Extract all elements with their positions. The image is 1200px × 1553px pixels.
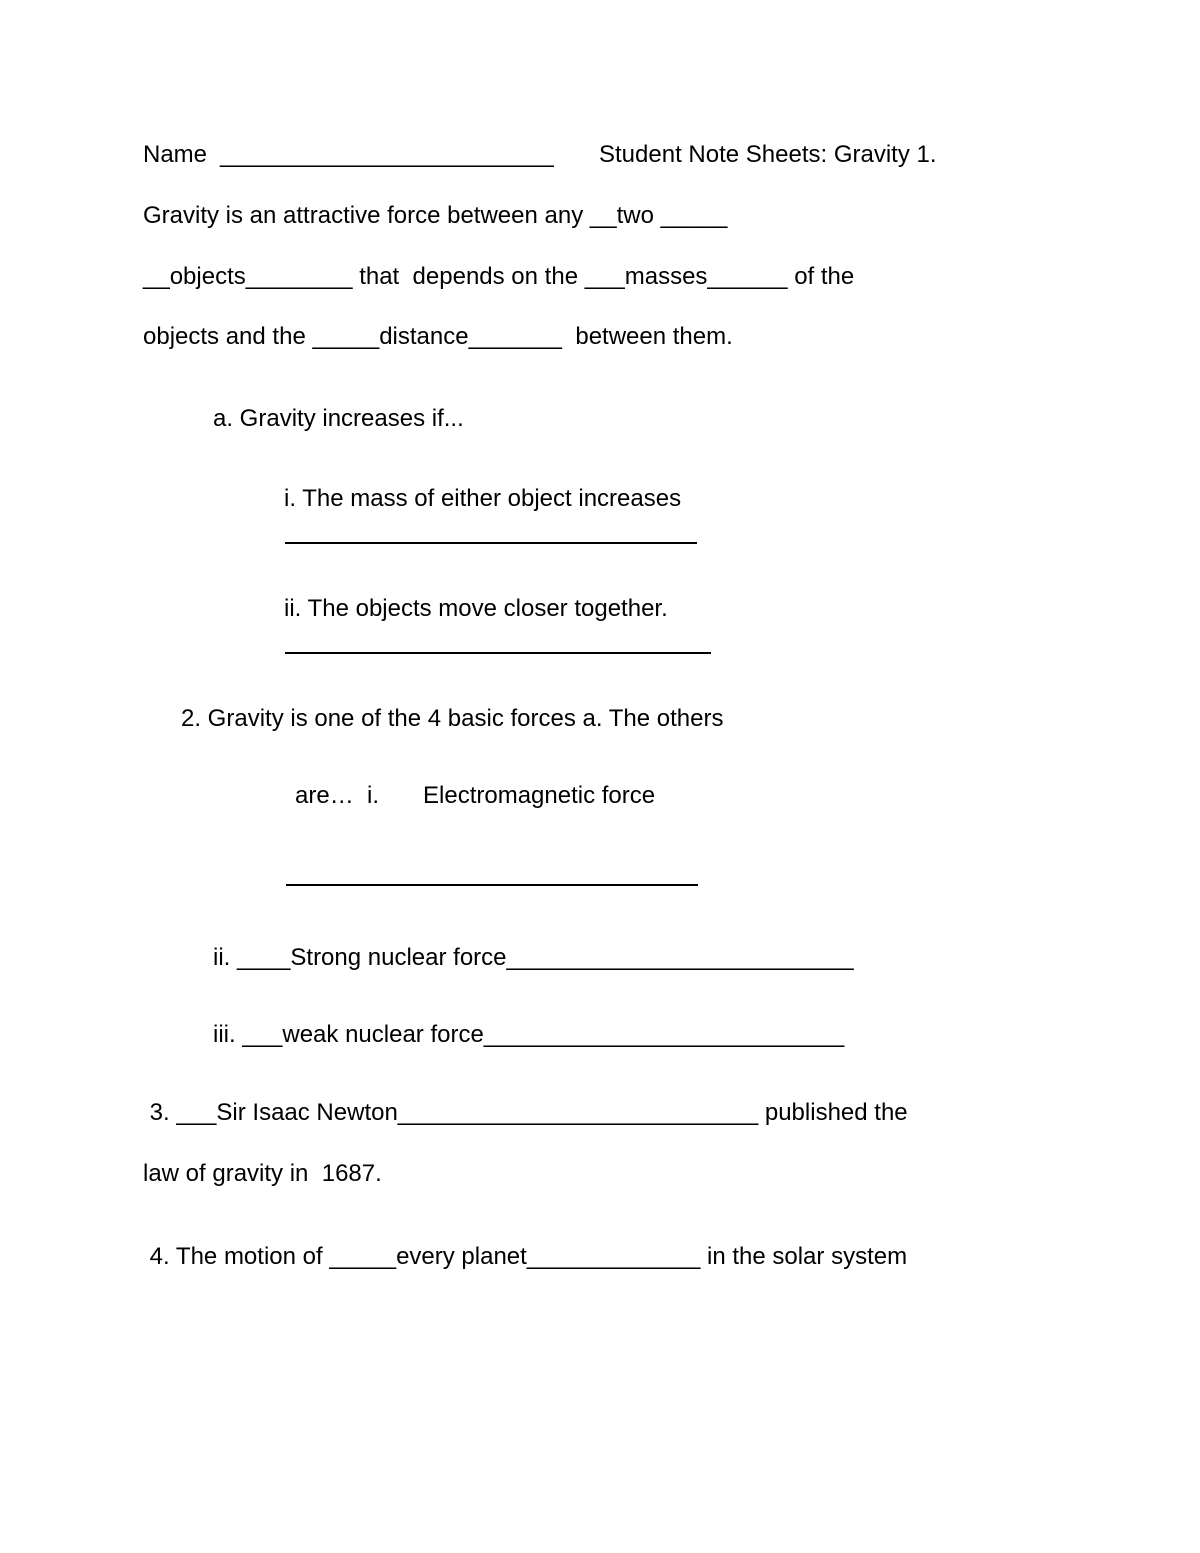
q4-line-1: 4. The motion of _____every planet_____________ in the solar system [143,1243,908,1270]
q1-line-2: __objects________ that depends on the ___masses______ of the [143,263,855,290]
q2-item-ii: ii. ____Strong nuclear force__________________________ [213,944,854,971]
q1-a-heading: a. Gravity increases if... [213,405,464,432]
q1-a-ii-answer-blank[interactable] [285,652,711,654]
page-title: Student Note Sheets: Gravity 1. [599,141,937,168]
q3-line-2: law of gravity in 1687. [143,1160,382,1187]
q2-answer-i: Electromagnetic force [423,782,656,809]
q1-a-ii-text: ii. The objects move closer together. [284,595,668,622]
q1-line-3: objects and the _____distance_______ between them. [143,323,733,350]
q2-are-label: are… i. [295,782,380,809]
q2-item-iii: iii. ___weak nuclear force___________________________ [213,1021,845,1048]
q1-line-1: Gravity is an attractive force between any __two _____ [143,202,728,229]
q1-a-i-answer-blank[interactable] [285,542,697,544]
q3-line-1: 3. ___Sir Isaac Newton___________________________ published the [143,1099,908,1126]
q2-line-1: 2. Gravity is one of the 4 basic forces a. The others [181,705,724,732]
q2-i-answer-blank[interactable] [286,884,698,886]
name-blank[interactable]: _________________________ [220,141,554,168]
q1-a-i-text: i. The mass of either object increases [284,485,682,512]
name-label: Name [143,141,208,168]
